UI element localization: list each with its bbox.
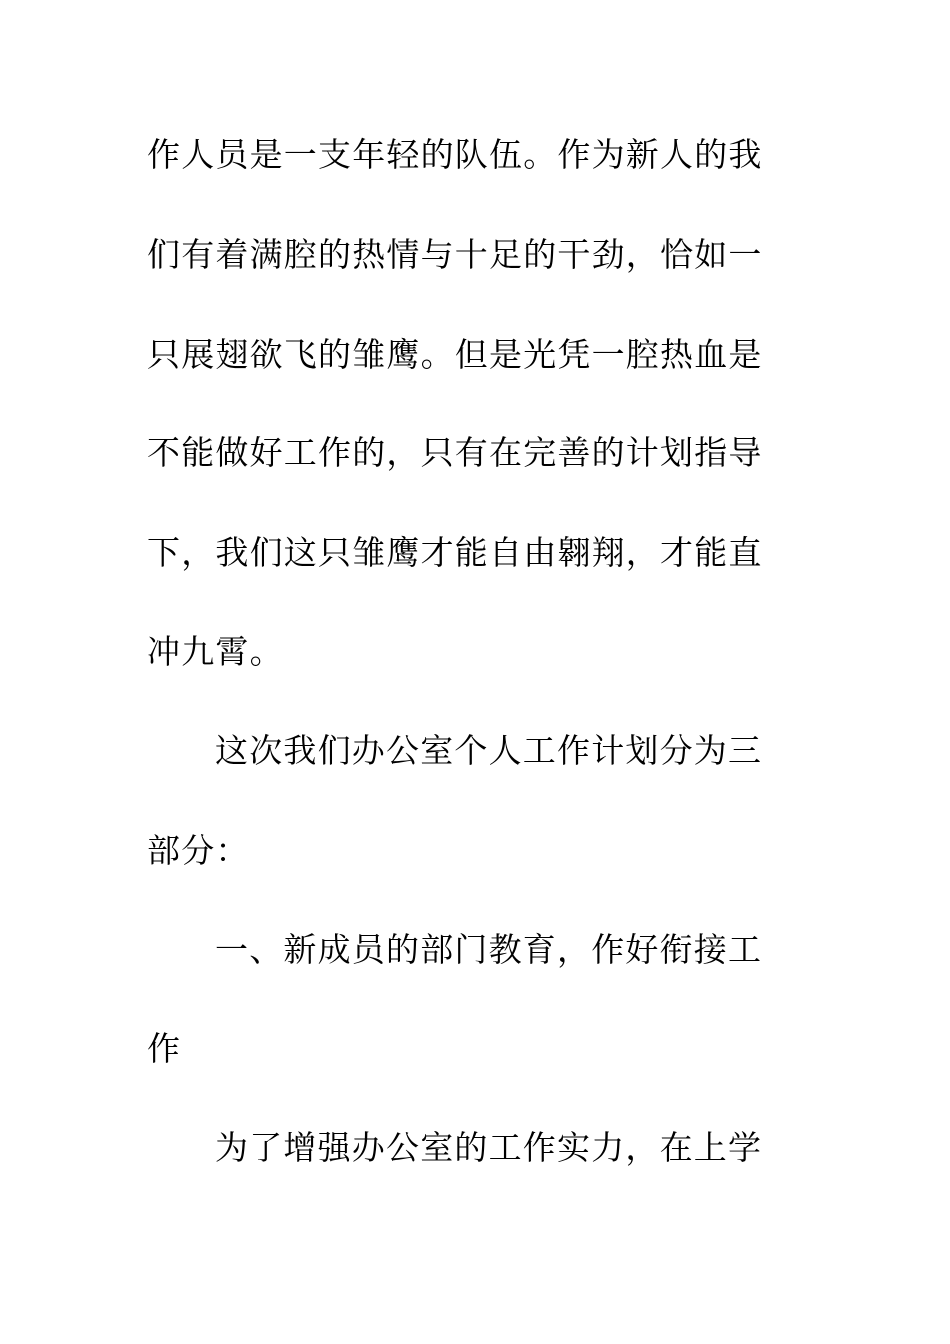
paragraph-start-line: 这次我们办公室个人工作计划分为三 (215, 731, 763, 770)
section-heading-line: 作 (147, 1029, 182, 1068)
text-line: 作人员是一支年轻的队伍。作为新人的我 (147, 135, 763, 174)
text-line: 下，我们这只雏鹰才能自由翱翔，才能直 (147, 533, 763, 572)
text-line: 只展翅欲飞的雏鹰。但是光凭一腔热血是 (147, 335, 763, 374)
text-line: 们有着满腔的热情与十足的干劲，恰如一 (147, 235, 763, 274)
text-line: 不能做好工作的，只有在完善的计划指导 (147, 433, 763, 472)
section-heading-line: 一、新成员的部门教育，作好衔接工 (215, 930, 763, 969)
text-line: 冲九霄。 (147, 632, 284, 671)
text-line: 部分： (147, 831, 250, 870)
paragraph-start-line: 为了增强办公室的工作实力，在上学 (215, 1128, 763, 1167)
